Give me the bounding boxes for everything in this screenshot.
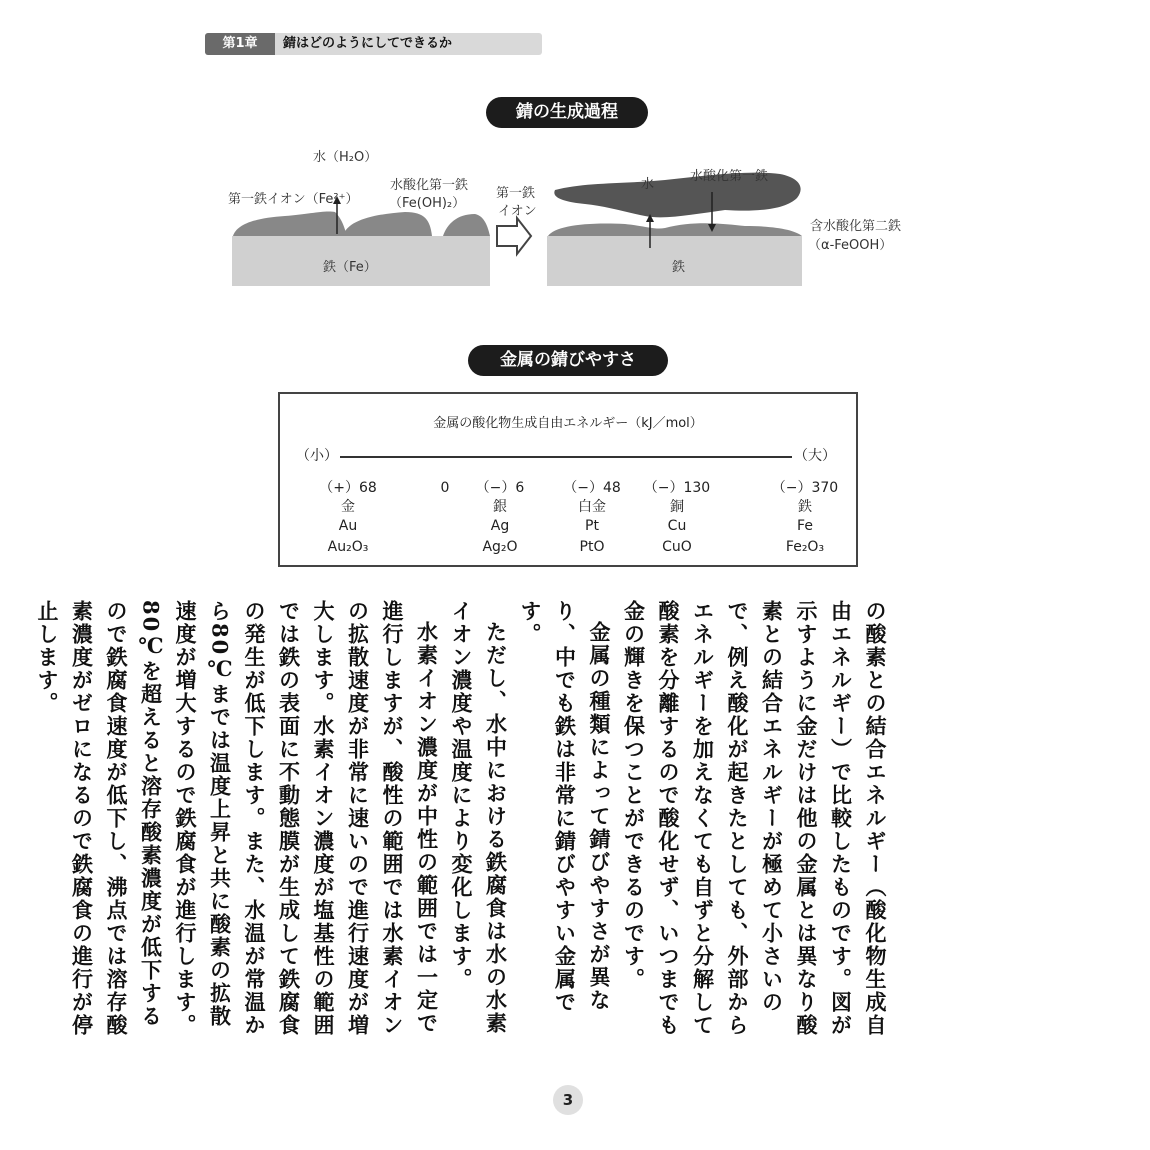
metal-oxide: Au₂O₃ xyxy=(327,539,369,555)
right-rust-layer xyxy=(548,223,802,236)
chapter-tag: 第1章 xyxy=(205,33,275,55)
arrow-label-line2: イオン xyxy=(498,204,537,219)
left-water-label: 水（H₂O） xyxy=(313,150,378,165)
metal-energy: （+）68 xyxy=(319,480,377,496)
right-iron-label: 鉄 xyxy=(672,260,686,275)
left-hydroxide-lump-1 xyxy=(233,211,347,236)
left-hydroxide-label: 水酸化第一鉄 xyxy=(390,178,469,193)
process-arrow xyxy=(497,218,531,254)
metal-symbol: Ag xyxy=(490,518,510,534)
metal-oxide: CuO xyxy=(662,539,692,555)
metal-energy: （−）130 xyxy=(643,480,711,496)
metal-oxide: Ag₂O xyxy=(482,539,518,555)
left-iron-label: 鉄（Fe） xyxy=(323,260,377,275)
metal-oxide: PtO xyxy=(579,539,605,555)
body-paragraph: 金属の種類によって錆びやすさが異なり、中でも鉄は非常に錆びやすい金属です。 xyxy=(518,600,612,1014)
scale-large-label: （大） xyxy=(794,448,836,464)
left-hydroxide-lump-3 xyxy=(443,214,490,236)
right-water-label: 水 xyxy=(641,177,655,192)
metal-symbol: Au xyxy=(338,518,358,534)
left-hydroxide-lump-2 xyxy=(343,212,432,236)
metal-name: 銀 xyxy=(493,499,507,515)
metal-name: 白金 xyxy=(578,499,606,515)
metal-energy: （−）370 xyxy=(771,480,839,496)
energy-table-box xyxy=(278,392,858,567)
metal-rustability-title: 金属の錆びやすさ xyxy=(468,345,668,376)
metal-name: 金 xyxy=(341,499,355,515)
right-hydroxide-label: 水酸化第一鉄 xyxy=(690,169,769,184)
metal-energy: （−）48 xyxy=(563,480,621,496)
metal-symbol: Fe xyxy=(797,518,813,534)
body-paragraph: ただし、水中における鉄腐食は水の水素イオン濃度や温度により変化します。 xyxy=(449,600,509,1035)
page-number: 3 xyxy=(553,1085,583,1115)
metal-energy: 0 xyxy=(440,480,450,496)
metal-name: 鉄 xyxy=(798,499,812,515)
chapter-title: 錆はどのようにしてできるか xyxy=(283,36,453,51)
hydrous-ferric-oxide-label: 含水酸化第二鉄 xyxy=(810,219,902,234)
scale-line xyxy=(340,456,792,458)
body-text xyxy=(35,600,892,1050)
body-paragraph: の酸素との結合エネルギー（酸化物生成自由エネルギー）で比較したものです。図が示すように金だけは他の金属とは異なり酸素との結合エネルギーが極めて小さいので、例え酸化が起きたとしても、外部からエネルギーを加えなくても自ずと分解して酸素を分離するので酸化せず、いつまでも金の輝きを保つことができるのです。 xyxy=(621,600,888,1037)
rust-process-title: 錆の生成過程 xyxy=(486,97,648,128)
metal-symbol: Cu xyxy=(667,518,687,534)
body-paragraph: 水素イオン濃度が中性の範囲では一定で進行しますが、酸性の範囲では水素イオンの拡散速度が非常に速いので進行速度が増大します。水素イオン濃度が塩基性の範囲では鉄の表面に不動態膜が生成して鉄腐食の発生が低下します。また、水温が常温から80℃までは温度上昇と共に酸素の拡散速度が増大するので鉄腐食が進行します。80℃を超えると溶存酸素濃度が低下するので鉄腐食速度が低下し、沸点では溶存酸素濃度がゼロになるので鉄腐食の進行が停止します。 xyxy=(35,600,440,1037)
scale-small-label: （小） xyxy=(296,448,338,464)
arrow-label-line1: 第一鉄 xyxy=(496,186,536,201)
hydrous-ferric-oxide-formula: （α-FeOOH） xyxy=(808,238,893,253)
metal-symbol: Pt xyxy=(585,518,599,534)
ferrous-ion-label: 第一鉄イオン（Fe²⁺） xyxy=(228,192,359,207)
left-hydroxide-formula: （Fe(OH)₂） xyxy=(389,196,466,211)
metal-name: 銅 xyxy=(670,499,684,515)
metal-energy: （−）6 xyxy=(475,480,525,496)
metal-oxide: Fe₂O₃ xyxy=(785,539,825,555)
energy-box-title: 金属の酸化物生成自由エネルギー（kJ／mol） xyxy=(433,416,703,431)
